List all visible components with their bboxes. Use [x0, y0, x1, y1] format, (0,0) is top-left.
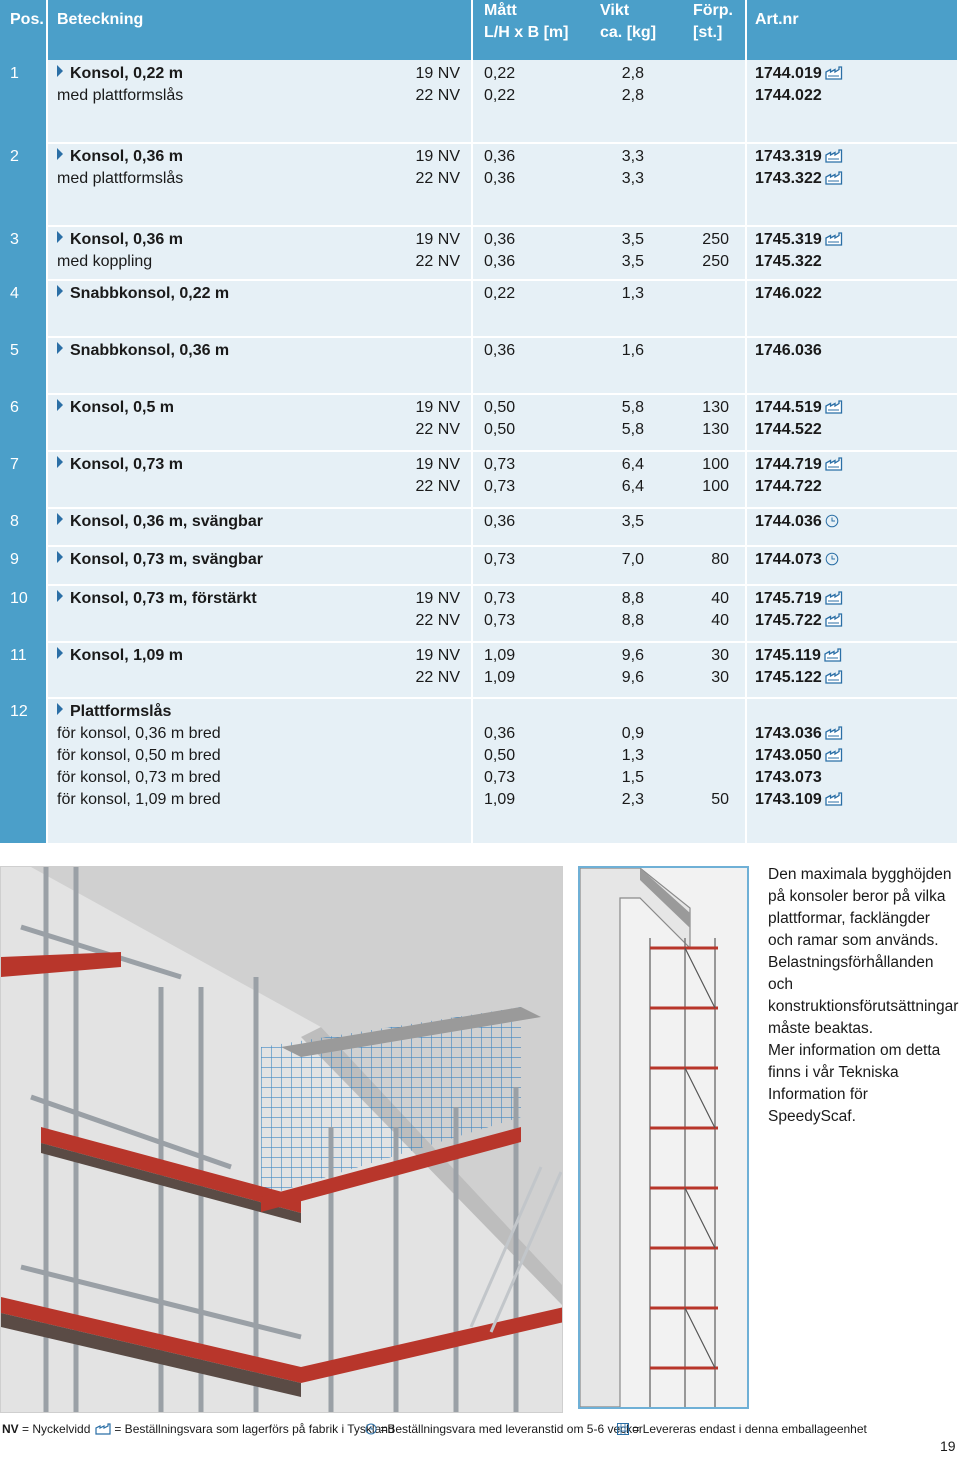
package-grid-icon: [617, 1423, 629, 1435]
article-number-text: 1743.322: [755, 170, 822, 187]
dimension-value: 0,36: [484, 253, 516, 270]
item-name: [57, 645, 183, 667]
clock-icon: [365, 1423, 377, 1435]
table-row: [0, 282, 960, 337]
position-number: 7: [10, 456, 19, 473]
triangle-bullet-icon: [57, 647, 63, 659]
row-divider: [48, 507, 957, 509]
dimension-value: 0,36: [484, 725, 516, 742]
article-number-text: 1745.722: [755, 612, 822, 629]
article-number: [755, 476, 822, 498]
item-subtitle: med plattformslås: [57, 87, 184, 104]
header-weight: [600, 0, 656, 44]
weight-value: 3,3: [621, 148, 644, 165]
article-number: [755, 85, 822, 107]
article-number-text: 1744.722: [755, 478, 822, 495]
key-width: 19 NV: [415, 399, 460, 416]
page-number: 19: [940, 1438, 956, 1454]
header-measure-group: [473, 0, 745, 60]
table-row: [0, 145, 960, 226]
item-subtitle: med koppling: [57, 253, 153, 270]
article-number: [755, 229, 843, 251]
weight-value: 2,8: [621, 65, 644, 82]
triangle-bullet-icon: [57, 456, 63, 468]
item-name-text: Konsol, 0,5 m: [70, 399, 175, 416]
header-weight-line1: Vikt: [600, 2, 630, 19]
header-pack-line2: [st.]: [693, 24, 723, 41]
article-number-text: 1745.319: [755, 231, 822, 248]
article-number: [755, 419, 822, 441]
info-note: [768, 864, 958, 1128]
item-name: [57, 229, 183, 251]
weight-value: 8,8: [621, 612, 644, 629]
variant-description: för konsol, 0,36 m bred: [57, 725, 221, 742]
factory-icon: [825, 591, 843, 605]
article-number-text: 1744.519: [755, 399, 822, 416]
row-divider: [48, 641, 957, 643]
item-name: [57, 146, 183, 168]
position-number: 10: [10, 590, 28, 607]
item-name: [57, 454, 183, 476]
pack-quantity: 40: [711, 590, 729, 607]
position-number: 6: [10, 399, 19, 416]
row-divider: [48, 697, 957, 699]
triangle-bullet-icon: [57, 285, 63, 297]
dimension-value: 0,22: [484, 285, 516, 302]
pack-quantity: 250: [702, 253, 729, 270]
triangle-bullet-icon: [57, 399, 63, 411]
header-weight-line2: ca. [kg]: [600, 24, 657, 41]
weight-value: 3,5: [621, 253, 644, 270]
dimension-value: 0,73: [484, 612, 516, 629]
article-number-text: 1744.022: [755, 87, 822, 104]
factory-icon: [825, 613, 843, 627]
dimension-value: 0,50: [484, 421, 516, 438]
factory-icon: [824, 648, 842, 662]
note-paragraph: Mer information om detta finns i vår Tekniska Information för SpeedyScaf.: [768, 1042, 941, 1125]
pack-quantity: 250: [702, 231, 729, 248]
item-name: [57, 549, 263, 571]
triangle-bullet-icon: [57, 342, 63, 354]
item-name-text: Plattformslås: [70, 703, 172, 720]
table-row: [0, 548, 960, 585]
scaffold-illustration: [0, 866, 563, 1413]
dimension-value: 1,09: [484, 647, 516, 664]
pack-quantity: 130: [702, 399, 729, 416]
triangle-bullet-icon: [57, 65, 63, 77]
key-width: 19 NV: [415, 456, 460, 473]
article-number-text: 1743.073: [755, 769, 822, 786]
key-width: 19 NV: [415, 65, 460, 82]
weight-value: 5,8: [621, 421, 644, 438]
pack-quantity: 80: [711, 551, 729, 568]
article-number: [755, 723, 843, 745]
weight-value: 9,6: [621, 647, 644, 664]
header-dim-line2: L/H x B [m]: [484, 24, 569, 41]
header-pos: Pos.: [0, 0, 46, 60]
weight-value: 3,5: [621, 231, 644, 248]
legend-factory-text: = Beställningsvara som lagerförs på fabrik i Tyskland: [114, 1422, 395, 1436]
factory-icon: [825, 792, 843, 806]
key-width: 19 NV: [415, 148, 460, 165]
legend-factory: [92, 1420, 395, 1438]
key-width: 22 NV: [415, 421, 460, 438]
article-number-text: 1745.322: [755, 253, 822, 270]
article-number-text: 1745.119: [755, 647, 821, 664]
dimension-value: 0,36: [484, 148, 516, 165]
dimension-value: 0,73: [484, 551, 516, 568]
item-name-text: Konsol, 0,73 m: [70, 456, 183, 473]
legend-nv: [2, 1420, 90, 1438]
article-number: [755, 610, 843, 632]
legend-nv-text: = Nyckelvidd: [22, 1422, 91, 1436]
weight-value: 0,9: [621, 725, 644, 742]
pack-quantity: 40: [711, 612, 729, 629]
table-row: [0, 396, 960, 451]
article-number: [755, 454, 843, 476]
weight-value: 1,6: [621, 342, 644, 359]
article-number-text: 1745.719: [755, 590, 822, 607]
article-number-text: 1743.109: [755, 791, 822, 808]
key-width: 22 NV: [415, 669, 460, 686]
article-number: [755, 549, 839, 571]
triangle-bullet-icon: [57, 231, 63, 243]
weight-value: 7,0: [621, 551, 644, 568]
weight-value: 9,6: [621, 669, 644, 686]
weight-value: 2,3: [621, 791, 644, 808]
position-number: 5: [10, 342, 19, 359]
legend-clock: [362, 1420, 643, 1438]
table-row: [0, 453, 960, 508]
note-paragraph: Den maximala bygghöjden på konsoler beror på vilka plattformar, facklängder och ramar som används.: [768, 866, 952, 949]
item-name-text: Konsol, 0,36 m: [70, 231, 183, 248]
dimension-value: 0,36: [484, 231, 516, 248]
key-width: 22 NV: [415, 612, 460, 629]
row-divider: [48, 142, 957, 144]
pack-quantity: 100: [702, 478, 729, 495]
position-number: 1: [10, 65, 19, 82]
weight-value: 6,4: [621, 478, 644, 495]
article-number: [755, 397, 843, 419]
weight-value: 3,5: [621, 513, 644, 530]
article-number-text: 1745.122: [755, 669, 822, 686]
item-name-text: Konsol, 0,73 m, svängbar: [70, 551, 263, 568]
key-width: 22 NV: [415, 87, 460, 104]
table-row: [0, 700, 960, 830]
article-number: [755, 283, 822, 305]
article-number: [755, 745, 843, 767]
clock-icon: [825, 552, 839, 566]
article-number-text: 1743.050: [755, 747, 822, 764]
weight-value: 1,3: [621, 285, 644, 302]
pack-quantity: 50: [711, 791, 729, 808]
item-name: [57, 63, 183, 85]
article-number: [755, 340, 822, 362]
clock-icon: [825, 514, 839, 528]
factory-icon: [825, 171, 843, 185]
table-row: [0, 510, 960, 546]
item-name-text: Konsol, 1,09 m: [70, 647, 183, 664]
factory-icon: [825, 232, 843, 246]
row-divider: [48, 225, 957, 227]
key-width: 22 NV: [415, 478, 460, 495]
weight-value: 5,8: [621, 399, 644, 416]
dimension-value: 1,09: [484, 791, 516, 808]
table-row: [0, 587, 960, 642]
position-number: 4: [10, 285, 19, 302]
table-row: [0, 339, 960, 394]
variant-description: för konsol, 0,73 m bred: [57, 769, 221, 786]
header-pack: [693, 0, 733, 44]
row-divider: [48, 279, 957, 281]
article-number-text: 1743.036: [755, 725, 822, 742]
article-number: [755, 63, 843, 85]
factory-icon: [95, 1423, 111, 1435]
header-article-number: Art.nr: [747, 0, 957, 60]
factory-icon: [825, 66, 843, 80]
legend-pack: [614, 1420, 867, 1438]
item-name-text: Snabbkonsol, 0,36 m: [70, 342, 230, 359]
key-width: 19 NV: [415, 231, 460, 248]
weight-value: 1,3: [621, 747, 644, 764]
key-width: 19 NV: [415, 647, 460, 664]
dimension-value: 0,73: [484, 456, 516, 473]
article-number-text: 1744.719: [755, 456, 822, 473]
dimension-value: 1,09: [484, 669, 516, 686]
pack-quantity: 130: [702, 421, 729, 438]
pack-quantity: 100: [702, 456, 729, 473]
dimension-value: 0,50: [484, 747, 516, 764]
dimension-value: 0,73: [484, 478, 516, 495]
item-name: [57, 588, 257, 610]
item-name-text: Konsol, 0,36 m: [70, 148, 183, 165]
article-number: [755, 168, 843, 190]
key-width: 22 NV: [415, 170, 460, 187]
variant-description: för konsol, 0,50 m bred: [57, 747, 221, 764]
header-pack-line1: Förp.: [693, 2, 733, 19]
dimension-value: 0,36: [484, 513, 516, 530]
article-number-text: 1744.073: [755, 551, 822, 568]
article-number: [755, 789, 843, 811]
dimension-value: 0,50: [484, 399, 516, 416]
pack-quantity: 30: [711, 647, 729, 664]
article-number: [755, 667, 843, 689]
item-subtitle: med plattformslås: [57, 170, 184, 187]
header-description: Beteckning: [48, 0, 471, 60]
legend-clock-text: =Beställningsvara med leveranstid om 5-6 veckor: [380, 1422, 643, 1436]
article-number: [755, 511, 839, 533]
table-row: [0, 62, 960, 143]
factory-icon: [825, 748, 843, 762]
position-number: 12: [10, 703, 28, 720]
row-divider: [48, 450, 957, 452]
article-number-text: 1746.036: [755, 342, 822, 359]
article-number-text: 1744.522: [755, 421, 822, 438]
header-dim: [484, 0, 568, 44]
article-number: [755, 645, 842, 667]
item-name-text: Snabbkonsol, 0,22 m: [70, 285, 230, 302]
dimension-value: 0,73: [484, 769, 516, 786]
note-paragraph: Belastningsförhållanden och konstruktionsförutsättningar måste beaktas.: [768, 954, 959, 1037]
weight-value: 2,8: [621, 87, 644, 104]
weight-value: 3,3: [621, 170, 644, 187]
weight-value: 1,5: [621, 769, 644, 786]
factory-icon: [825, 149, 843, 163]
triangle-bullet-icon: [57, 590, 63, 602]
triangle-bullet-icon: [57, 148, 63, 160]
dimension-value: 0,22: [484, 65, 516, 82]
item-name-text: Konsol, 0,36 m, svängbar: [70, 513, 263, 530]
item-name: [57, 340, 229, 362]
dimension-value: 0,73: [484, 590, 516, 607]
table-row: [0, 228, 960, 280]
item-name-text: Konsol, 0,73 m, förstärkt: [70, 590, 257, 607]
factory-icon: [825, 726, 843, 740]
article-number: [755, 251, 822, 273]
legend-pack-text: = Levereras endast i denna emballageenhet: [632, 1422, 867, 1436]
position-number: 8: [10, 513, 19, 530]
article-number: [755, 146, 843, 168]
dimension-value: 0,22: [484, 87, 516, 104]
legend-nv-abbr: NV: [2, 1422, 19, 1436]
position-number: 3: [10, 231, 19, 248]
triangle-bullet-icon: [57, 703, 63, 715]
table-row: [0, 644, 960, 698]
triangle-bullet-icon: [57, 551, 63, 563]
variant-description: för konsol, 1,09 m bred: [57, 791, 221, 808]
item-name: [57, 283, 229, 305]
dimension-value: 0,36: [484, 342, 516, 359]
factory-icon: [825, 457, 843, 471]
header-dim-line1: Mått: [484, 2, 517, 19]
key-width: 22 NV: [415, 253, 460, 270]
article-number: [755, 767, 822, 789]
pack-quantity: 30: [711, 669, 729, 686]
position-number: 11: [10, 647, 27, 664]
position-number: 2: [10, 148, 19, 165]
item-name: [57, 511, 263, 533]
row-divider: [48, 393, 957, 395]
row-divider: [48, 545, 957, 547]
row-divider: [48, 584, 957, 586]
item-name: [57, 701, 171, 723]
weight-value: 8,8: [621, 590, 644, 607]
triangle-bullet-icon: [57, 513, 63, 525]
article-number-text: 1743.319: [755, 148, 822, 165]
article-number: [755, 588, 843, 610]
weight-value: 6,4: [621, 456, 644, 473]
article-number-text: 1746.022: [755, 285, 822, 302]
factory-icon: [825, 400, 843, 414]
key-width: 19 NV: [415, 590, 460, 607]
article-number-text: 1744.036: [755, 513, 822, 530]
article-number-text: 1744.019: [755, 65, 822, 82]
item-name-text: Konsol, 0,22 m: [70, 65, 183, 82]
position-number: 9: [10, 551, 19, 568]
row-divider: [48, 336, 957, 338]
item-name: [57, 397, 174, 419]
dimension-value: 0,36: [484, 170, 516, 187]
factory-icon: [825, 670, 843, 684]
section-illustration: [578, 866, 749, 1409]
